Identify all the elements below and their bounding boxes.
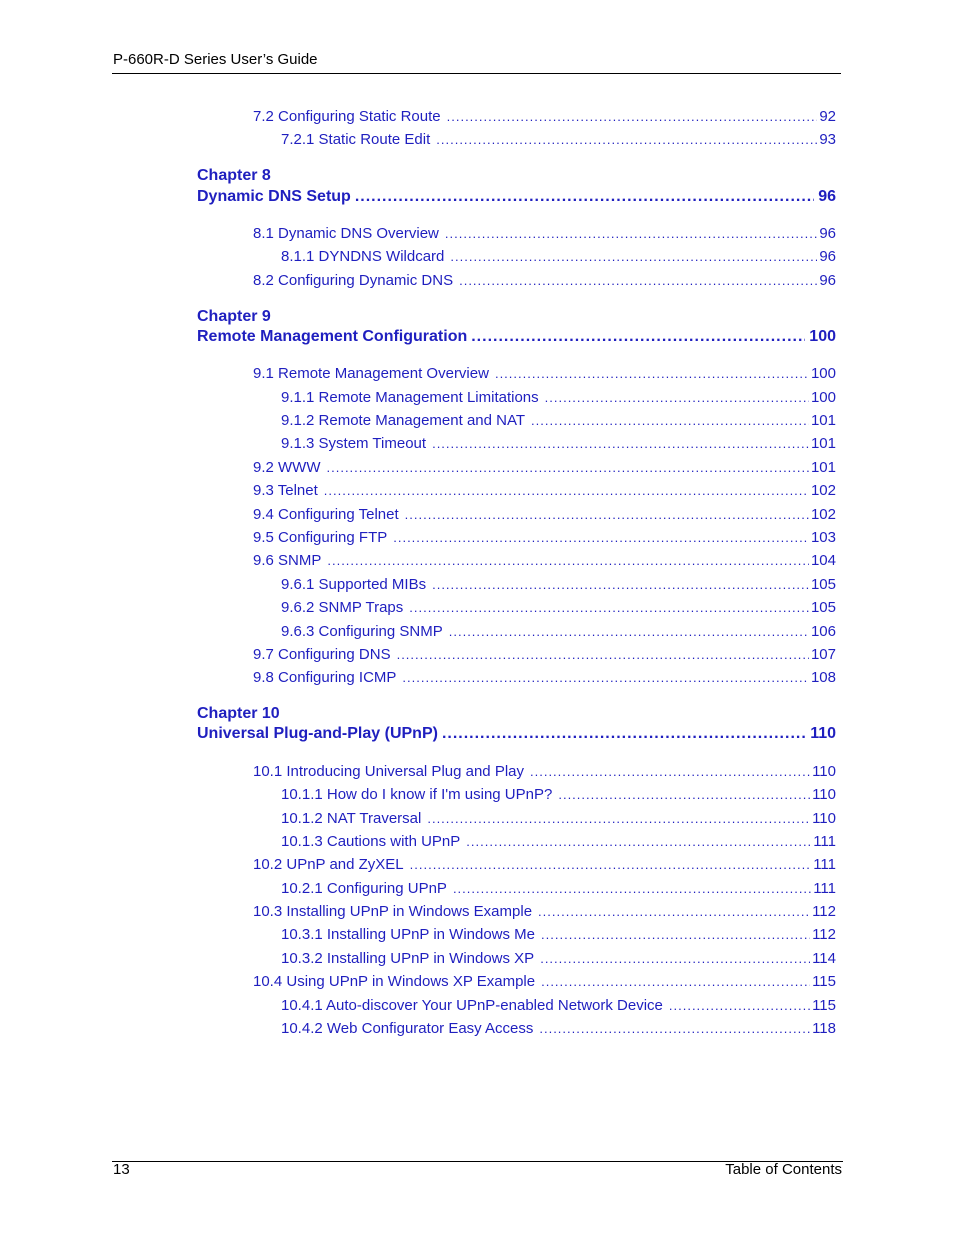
toc-entry-page: 111 <box>813 833 836 850</box>
toc-entry-page: 106 <box>810 623 836 640</box>
toc-entry-9-6-3[interactable] <box>281 623 836 640</box>
toc-entry-label: 9.1 Remote Management Overview <box>253 365 489 382</box>
toc-entry-label: 9.6.2 SNMP Traps <box>281 599 404 616</box>
leader-dots <box>558 787 810 802</box>
toc-entry-page: 111 <box>813 856 836 873</box>
toc-entry-page: 110 <box>812 786 836 803</box>
toc-entry-label: 9.1.1 Remote Management Limitations <box>281 389 539 406</box>
chapter-title-page: 96 <box>818 188 836 205</box>
toc-entry-10-3-1[interactable] <box>281 926 836 943</box>
leader-dots <box>541 927 810 942</box>
toc-entry-page: 112 <box>812 926 836 943</box>
toc-entry-label: 10.1.2 NAT Traversal <box>281 810 422 827</box>
toc-entry-label: 10.4 Using UPnP in Windows XP Example <box>253 973 536 990</box>
leader-dots <box>324 483 809 498</box>
toc-entry-page: 101 <box>810 412 836 429</box>
toc-entry-label: 9.3 Telnet <box>253 482 318 499</box>
leader-dots <box>432 577 809 592</box>
chapter-9-number[interactable]: Chapter 9 <box>197 308 271 325</box>
toc-entry-label: 9.2 WWW <box>253 459 321 476</box>
leader-dots <box>445 226 817 241</box>
toc-entry-page: 105 <box>810 576 836 593</box>
header-rule <box>112 73 841 74</box>
leader-dots <box>355 188 814 206</box>
leader-dots <box>397 647 809 662</box>
leader-dots <box>531 413 809 428</box>
toc-entry-page: 101 <box>810 459 836 476</box>
toc-entry-label: 9.4 Configuring Telnet <box>253 506 399 523</box>
toc-entry-page: 118 <box>812 1020 836 1037</box>
leader-dots <box>450 249 817 264</box>
toc-entry-page: 112 <box>812 903 836 920</box>
toc-entry-page: 104 <box>810 552 836 569</box>
toc-entry-label: 10.1.3 Cautions with UPnP <box>281 833 461 850</box>
toc-entry-label: 9.6.3 Configuring SNMP <box>281 623 443 640</box>
leader-dots <box>327 553 809 568</box>
toc-entry-10-4[interactable] <box>253 973 836 990</box>
toc-entry-10-1-1[interactable] <box>281 786 836 803</box>
toc-entry-page: 111 <box>813 880 836 897</box>
toc-entry-page: 105 <box>810 599 836 616</box>
toc-entry-10-2[interactable] <box>253 856 836 873</box>
leader-dots <box>538 904 810 919</box>
toc-entry-label: 9.1.2 Remote Management and NAT <box>281 412 526 429</box>
toc-entry-page: 110 <box>812 763 836 780</box>
toc-entry-9-6-2[interactable] <box>281 599 836 616</box>
leader-dots <box>393 530 809 545</box>
toc-entry-page: 103 <box>810 529 836 546</box>
toc-entry-label: 7.2.1 Static Route Edit <box>281 131 431 148</box>
page-header-title: P-660R-D Series User’s Guide <box>113 51 318 68</box>
toc-entry-label: 10.2.1 Configuring UPnP <box>281 880 447 897</box>
toc-entry-9-7[interactable] <box>253 646 836 663</box>
chapter-8-title[interactable] <box>197 188 836 206</box>
footer-page-number: 13 <box>113 1161 130 1178</box>
toc-entry-9-1-1[interactable] <box>281 389 836 406</box>
toc-entry-page: 93 <box>819 131 836 148</box>
leader-dots <box>409 600 809 615</box>
leader-dots <box>442 725 806 743</box>
chapter-title-page: 100 <box>809 328 836 345</box>
toc-entry-page: 101 <box>810 435 836 452</box>
toc-entry-page: 107 <box>810 646 836 663</box>
toc-entry-10-4-1[interactable] <box>281 997 836 1014</box>
leader-dots <box>540 951 810 966</box>
toc-entry-page: 100 <box>810 389 836 406</box>
leader-dots <box>545 390 809 405</box>
leader-dots <box>495 366 809 381</box>
toc-entry-7-2[interactable] <box>253 108 836 125</box>
chapter-9-title[interactable] <box>197 328 836 346</box>
toc-entry-page: 114 <box>812 950 836 967</box>
leader-dots <box>447 109 818 124</box>
toc-entry-label: 8.2 Configuring Dynamic DNS <box>253 272 454 289</box>
leader-dots <box>530 764 810 779</box>
toc-entry-7-2-1[interactable] <box>281 131 836 148</box>
toc-entry-page: 100 <box>810 365 836 382</box>
toc-entry-page: 96 <box>819 272 836 289</box>
leader-dots <box>432 436 809 451</box>
toc-entry-9-5[interactable] <box>253 529 836 546</box>
toc-entry-9-3[interactable] <box>253 482 836 499</box>
toc-entry-10-2-1[interactable] <box>281 880 836 897</box>
chapter-title-label: Remote Management Configuration <box>197 328 468 345</box>
toc-entry-label: 10.3.1 Installing UPnP in Windows Me <box>281 926 536 943</box>
toc-entry-label: 9.6 SNMP <box>253 552 322 569</box>
toc-entry-label: 9.1.3 System Timeout <box>281 435 427 452</box>
leader-dots <box>466 834 811 849</box>
toc-entry-label: 10.3 Installing UPnP in Windows Example <box>253 903 533 920</box>
toc-entry-8-2[interactable] <box>253 272 836 289</box>
toc-entry-9-1-2[interactable] <box>281 412 836 429</box>
chapter-10-title[interactable] <box>197 725 836 743</box>
toc-entry-page: 102 <box>810 506 836 523</box>
leader-dots <box>669 998 810 1013</box>
toc-entry-9-2[interactable] <box>253 459 836 476</box>
leader-dots <box>541 974 810 989</box>
leader-dots <box>453 881 811 896</box>
toc-entry-8-1[interactable] <box>253 225 836 242</box>
leader-dots <box>449 624 809 639</box>
leader-dots <box>459 273 817 288</box>
leader-dots <box>405 507 809 522</box>
toc-entry-label: 10.1 Introducing Universal Plug and Play <box>253 763 524 780</box>
toc-entry-label: 10.1.1 How do I know if I'm using UPnP? <box>281 786 553 803</box>
toc-entry-10-3-2[interactable] <box>281 950 836 967</box>
leader-dots <box>471 328 805 346</box>
toc-entry-label: 9.8 Configuring ICMP <box>253 669 397 686</box>
toc-entry-label: 10.4.2 Web Configurator Easy Access <box>281 1020 534 1037</box>
leader-dots <box>327 460 809 475</box>
toc-entry-9-6[interactable] <box>253 552 836 569</box>
leader-dots <box>402 670 809 685</box>
toc-entry-label: 10.2 UPnP and ZyXEL <box>253 856 404 873</box>
toc-entry-9-8[interactable] <box>253 669 836 686</box>
leader-dots <box>427 811 810 826</box>
toc-entry-label: 10.3.2 Installing UPnP in Windows XP <box>281 950 535 967</box>
chapter-8-number[interactable]: Chapter 8 <box>197 167 271 184</box>
toc-entry-10-1[interactable] <box>253 763 836 780</box>
leader-dots <box>436 132 817 147</box>
toc-entry-8-1-1[interactable] <box>281 248 836 265</box>
chapter-title-label: Universal Plug-and-Play (UPnP) <box>197 725 438 742</box>
toc-entry-label: 9.5 Configuring FTP <box>253 529 388 546</box>
toc-entry-label: 9.7 Configuring DNS <box>253 646 391 663</box>
toc-entry-10-1-2[interactable] <box>281 810 836 827</box>
chapter-title-page: 110 <box>810 725 836 742</box>
toc-entry-page: 108 <box>810 669 836 686</box>
toc-entry-9-1[interactable] <box>253 365 836 382</box>
toc-entry-10-3[interactable] <box>253 903 836 920</box>
toc-entry-label: 8.1.1 DYNDNS Wildcard <box>281 248 445 265</box>
leader-dots <box>539 1021 810 1036</box>
toc-entry-page: 115 <box>812 973 836 990</box>
toc-entry-9-4[interactable] <box>253 506 836 523</box>
toc-entry-label: 9.6.1 Supported MIBs <box>281 576 427 593</box>
toc-entry-label: 8.1 Dynamic DNS Overview <box>253 225 439 242</box>
toc-entry-page: 92 <box>819 108 836 125</box>
toc-entry-10-4-2[interactable] <box>281 1020 836 1037</box>
toc-entry-page: 96 <box>819 248 836 265</box>
toc-entry-page: 96 <box>819 225 836 242</box>
toc-entry-page: 110 <box>812 810 836 827</box>
toc-entry-label: 7.2 Configuring Static Route <box>253 108 441 125</box>
toc-entry-10-1-3[interactable] <box>281 833 836 850</box>
leader-dots <box>410 857 812 872</box>
toc-entry-label: 10.4.1 Auto-discover Your UPnP-enabled Network Device <box>281 997 663 1014</box>
toc-entry-9-6-1[interactable] <box>281 576 836 593</box>
toc-entry-page: 115 <box>812 997 836 1014</box>
chapter-title-label: Dynamic DNS Setup <box>197 188 351 205</box>
toc-entry-page: 102 <box>810 482 836 499</box>
toc-entry-9-1-3[interactable] <box>281 435 836 452</box>
footer-section-name: Table of Contents <box>725 1161 842 1178</box>
chapter-10-number[interactable]: Chapter 10 <box>197 705 280 722</box>
